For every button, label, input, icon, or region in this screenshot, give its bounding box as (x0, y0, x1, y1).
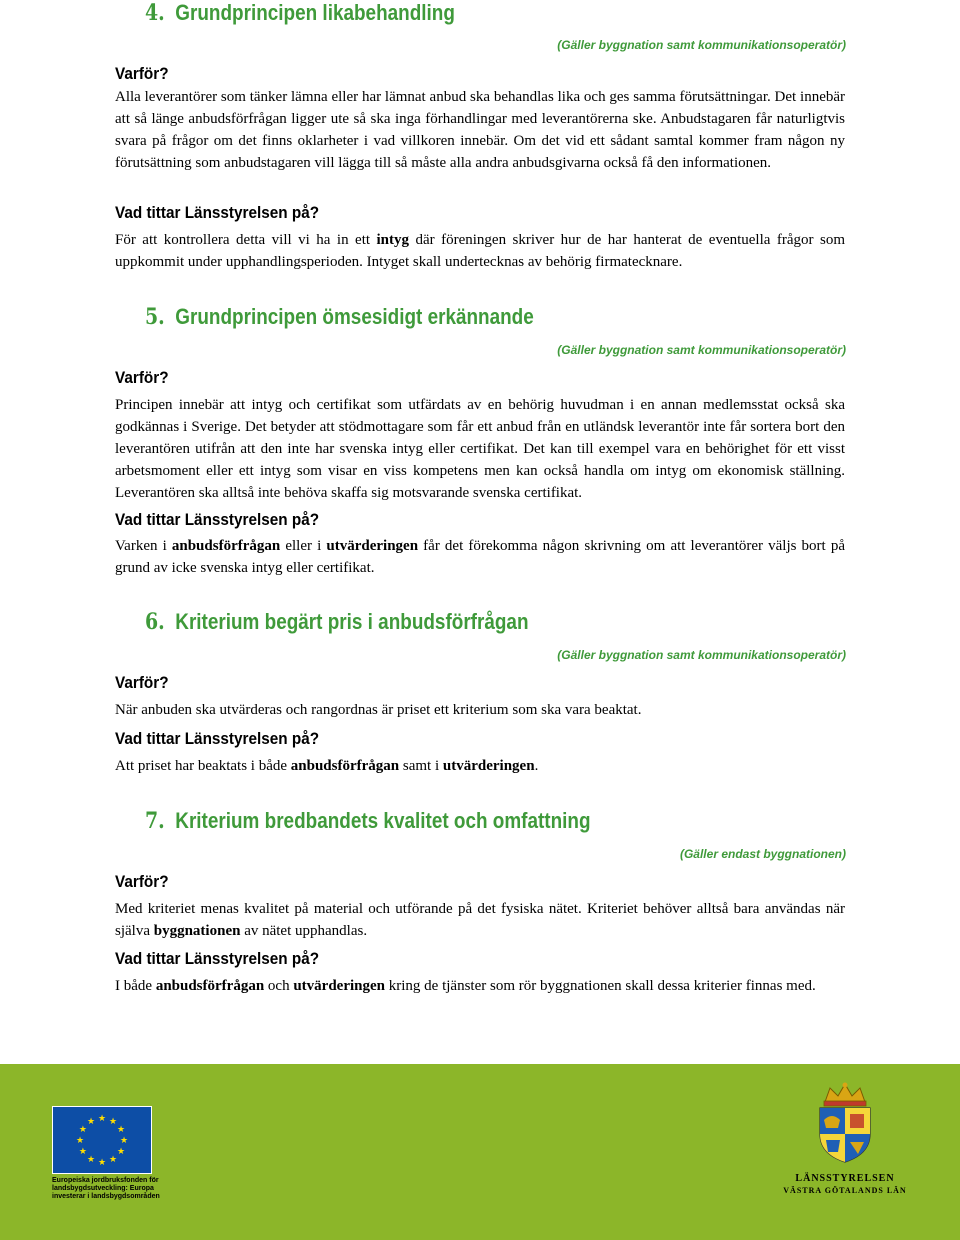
agency-region: VÄSTRA GÖTALANDS LÄN (783, 1186, 907, 1195)
section-6-why-text: När anbuden ska utvärderas och rangordnas är priset ett kriterium som ska vara beaktat. (115, 702, 642, 718)
section-7-check-label: Vad tittar Länsstyrelsen på? (115, 949, 320, 968)
eu-star-icon: ★ (97, 1157, 107, 1167)
eu-star-icon: ★ (117, 1124, 126, 1134)
section-7-why-label: Varför? (115, 872, 169, 891)
footer-band (0, 1064, 960, 1240)
eu-star-icon: ★ (86, 1115, 96, 1126)
section-5-check-text: Varken i anbudsförfrågan eller i utvärderingen får det förekomma någon skrivning om att leverantörer väljs bort på grund av icke svenska intyg eller certifikat. (115, 538, 845, 576)
agency-name: LÄNSSTYRELSEN (795, 1173, 895, 1184)
eu-fund-text: Europeiska jordbruksfonden för landsbygdsutveckling: Europa investerar i landsbygdsområden (52, 1177, 160, 1200)
section-6-why-label: Varför? (115, 673, 169, 692)
section-4-check-label: Vad tittar Länsstyrelsen på? (115, 203, 320, 222)
section-6-applies: (Gäller byggnation samt kommunikationsoperatör) (557, 648, 846, 662)
section-5-why-label: Varför? (115, 368, 169, 387)
section-4-check-text: För att kontrollera detta vill vi ha in ett intyg där föreningen skriver hur de har hanterat de eventuella frågor som uppkommit under upphandlingsperioden. Intyget skall undertecknas av behörig firmatecknare. (115, 232, 845, 270)
eu-star-icon: ★ (108, 1154, 118, 1165)
section-6-check-label: Vad tittar Länsstyrelsen på? (115, 729, 320, 748)
section-7-applies: (Gäller endast byggnationen) (679, 847, 846, 861)
eu-star-icon: ★ (97, 1113, 107, 1123)
section-4-why-label: Varför? (115, 64, 169, 83)
section-4-why-text: Alla leverantörer som tänker lämna eller har lämnat anbud ska behandlas lika och ges samma förutsättningar. Det innebär att så länge anbudsförfrågan ligger ute så ska inga förhandlingar med leverantörerna ske. Anbudstagaren får naturligtvis svara på frågor om det finns oklarheter i vad villkoren innebär. Om det vid ett sådant samtal kommer fram någon ny förutsättning som anbudstagaren vill lägga till så måste alla andra anbudsgivarna också få den informationen. (115, 89, 845, 171)
eu-flag-icon (52, 1106, 152, 1174)
coat-of-arms-icon (810, 1082, 880, 1164)
section-5-why-text: Principen innebär att intyg och certifikat som utfärdats av en behörig huvudman i en annan medlemsstat också ska godkännas i Sverige. Det betyder att stödmottagare som får ett anbud från en utländsk leverantör inte får sortera bort den leverantören utifrån att den inte har svenska intyg eller certifikat. Det kan till exempel vara en behörighet för ett visst arbetsmoment eller ett intyg som visar en viss kompetens men kan också handla om intyg om ekonomisk ställning. Leverantören ska alltså inte behöva skaffa sig motsvarande svenska certifikat. (115, 397, 845, 501)
section-5-check-label: Vad tittar Länsstyrelsen på? (115, 510, 320, 529)
eu-star-icon: ★ (75, 1135, 85, 1145)
section-5-applies: (Gäller byggnation samt kommunikationsoperatör) (557, 343, 846, 357)
section-7-check-text: I både anbudsförfrågan och utvärderingen kring de tjänster som rör byggnationen skall dessa kriterier finnas med. (115, 978, 816, 994)
section-4-title: 4. Grundprincipen likabehandling (145, 0, 455, 26)
eu-star-icon: ★ (78, 1146, 87, 1156)
section-5-title: 5. Grundprincipen ömsesidigt erkännande (145, 304, 534, 330)
section-6-title: 6. Kriterium begärt pris i anbudsförfrågan (145, 609, 529, 635)
eu-star-icon: ★ (119, 1135, 129, 1145)
eu-logo (52, 1106, 160, 1201)
section-4-applies: (Gäller byggnation samt kommunikationsoperatör) (557, 38, 846, 52)
lansstyrelsen-logo (780, 1082, 910, 1195)
section-7-why-text: Med kriteriet menas kvalitet på material och utförande på det fysiska nätet. Kriteriet behöver alltså bara användas när själva byggnationen av nätet upphandlas. (115, 901, 845, 939)
eu-star-icon: ★ (86, 1154, 96, 1165)
eu-star-icon: ★ (108, 1115, 118, 1126)
section-6-check-text: Att priset har beaktats i både anbudsförfrågan samt i utvärderingen. (115, 758, 539, 774)
eu-star-icon: ★ (78, 1124, 87, 1134)
section-7-title: 7. Kriterium bredbandets kvalitet och omfattning (145, 808, 591, 834)
eu-star-icon: ★ (117, 1146, 126, 1156)
